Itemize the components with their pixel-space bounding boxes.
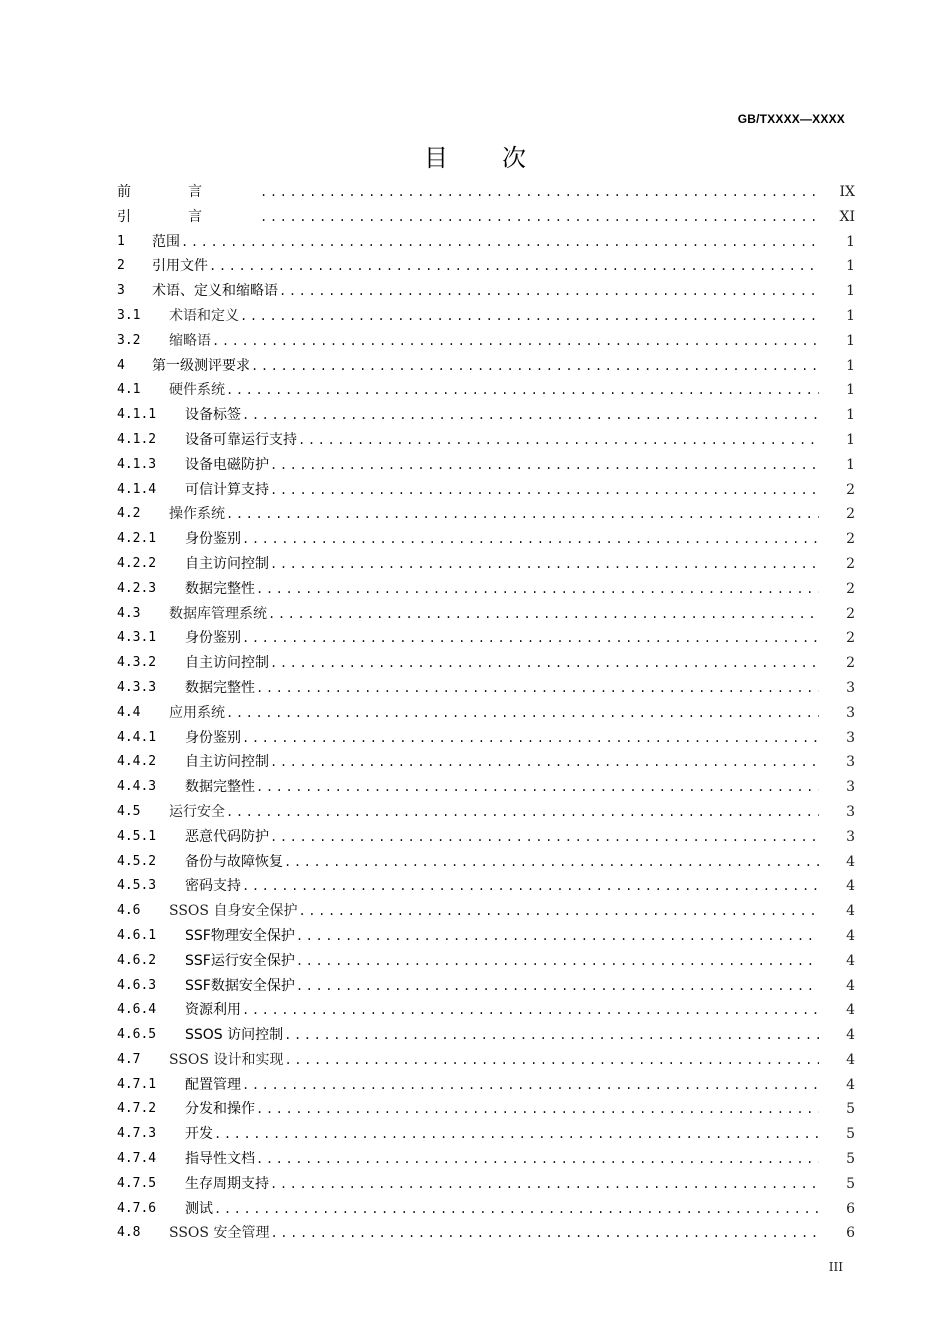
toc-entry-page: 5 <box>846 1175 855 1192</box>
toc-entry-label: SSF数据安全保护 <box>185 977 295 994</box>
toc-entry-label: 前言 <box>117 184 259 200</box>
toc-entry[interactable] <box>117 974 855 999</box>
toc-entry[interactable] <box>117 676 855 701</box>
toc-dot-leader <box>256 577 819 602</box>
toc-entry-page: 3 <box>846 679 855 696</box>
toc-entry-number: 4.6.3 <box>117 977 157 993</box>
toc-dot-leader <box>226 800 819 825</box>
toc-dot-leader <box>260 205 819 230</box>
toc-entry-page: 1 <box>846 332 855 349</box>
toc-dot-leader <box>298 428 819 453</box>
toc-entry-page: 3 <box>846 754 855 771</box>
toc-entry-page: 3 <box>846 779 855 796</box>
toc-dot-leader <box>226 502 819 527</box>
toc-entry-number: 4.7.1 <box>117 1076 157 1092</box>
toc-dot-leader <box>242 626 819 651</box>
toc-dot-leader <box>256 775 819 800</box>
toc-entry-page: 4 <box>846 952 855 969</box>
toc-entry-page: 2 <box>846 655 855 672</box>
toc-entry-number: 3.1 <box>117 307 141 323</box>
toc-entry-number: 4.6 <box>117 903 141 919</box>
toc-entry-page: 1 <box>846 456 855 473</box>
toc-entry-label: 开发 <box>185 1126 213 1143</box>
toc-entry-number: 4.6.4 <box>117 1002 157 1018</box>
toc-entry[interactable] <box>117 602 855 627</box>
toc-entry[interactable] <box>117 750 855 775</box>
toc-entry-page: 2 <box>846 506 855 523</box>
toc-entry-label: 术语、定义和缩略语 <box>152 283 278 300</box>
toc-entry-number: 4.5.2 <box>117 853 157 869</box>
toc-dot-leader <box>270 1221 819 1246</box>
toc-entry-page: 6 <box>846 1225 855 1242</box>
toc-dot-leader <box>298 899 819 924</box>
toc-entry[interactable] <box>117 502 855 527</box>
toc-entry-label: 自主访问控制 <box>185 555 269 572</box>
toc-entry-label: 身份鉴别 <box>185 531 241 548</box>
toc-entry-number: 4.7.4 <box>117 1151 157 1167</box>
toc-entry[interactable] <box>117 1221 855 1246</box>
toc-entry-number: 4.3.1 <box>117 630 157 646</box>
toc-entry-page: 4 <box>846 853 855 870</box>
toc-entry-label: 范围 <box>152 233 180 250</box>
toc-entry-number: 4.5 <box>117 803 141 819</box>
toc-entry-label: 身份鉴别 <box>185 729 241 746</box>
toc-dot-leader <box>256 676 819 701</box>
toc-entry[interactable] <box>117 428 855 453</box>
toc-entry-number: 4.1.2 <box>117 431 157 447</box>
toc-entry-label: 缩略语 <box>169 332 211 349</box>
toc-entry-page: 6 <box>846 1200 855 1217</box>
toc-entry-number: 4.7.6 <box>117 1200 157 1216</box>
toc-entry[interactable] <box>117 1122 855 1147</box>
toc-entry-label: 可信计算支持 <box>185 481 269 498</box>
toc-dot-leader <box>284 1048 819 1073</box>
toc-entry-page: 4 <box>846 878 855 895</box>
toc-entry[interactable] <box>117 180 855 205</box>
toc-entry-label: 生存周期支持 <box>185 1175 269 1192</box>
toc-entry-number: 4.4.1 <box>117 729 157 745</box>
toc-entry[interactable] <box>117 998 855 1023</box>
toc-dot-leader <box>242 527 819 552</box>
toc-entry-page: 4 <box>846 977 855 994</box>
toc-entry-number: 4.1.4 <box>117 481 157 497</box>
toc-entry-label: 设备可靠运行支持 <box>185 431 297 448</box>
toc-entry-number: 4.4.2 <box>117 754 157 770</box>
toc-dot-leader <box>256 1097 819 1122</box>
toc-entry-page: 5 <box>846 1151 855 1168</box>
page-title: 目次 <box>424 144 580 172</box>
toc-entry-label: 设备标签 <box>185 407 241 424</box>
toc-entry-page: 4 <box>846 1002 855 1019</box>
toc-entry-number: 3 <box>117 283 125 299</box>
toc-dot-leader <box>242 403 819 428</box>
toc-dot-leader <box>214 1197 819 1222</box>
toc-entry-page: XI <box>839 208 855 225</box>
toc-dot-leader <box>212 329 819 354</box>
toc-entry[interactable] <box>117 1023 855 1048</box>
toc-entry[interactable] <box>117 850 855 875</box>
toc-entry-label: SSOS 设计和实现 <box>169 1051 284 1068</box>
toc-dot-leader <box>209 254 819 279</box>
toc-entry[interactable] <box>117 378 855 403</box>
toc-entry-label: SSF运行安全保护 <box>185 952 295 969</box>
toc-entry-page: 5 <box>846 1126 855 1143</box>
toc-entry-label: 术语和定义 <box>169 307 239 324</box>
toc-dot-leader <box>256 1147 819 1172</box>
toc-entry-label: 配置管理 <box>185 1076 241 1093</box>
toc-entry[interactable] <box>117 1172 855 1197</box>
toc-entry-page: 4 <box>846 1076 855 1093</box>
toc-entry-label: 分发和操作 <box>185 1101 255 1118</box>
toc-dot-leader <box>270 651 819 676</box>
toc-entry[interactable] <box>117 949 855 974</box>
toc-entry-page: 2 <box>846 481 855 498</box>
toc-entry-number: 4.7 <box>117 1051 141 1067</box>
toc-entry-label: 密码支持 <box>185 878 241 895</box>
toc-entry[interactable] <box>117 478 855 503</box>
toc-entry-number: 4.6.5 <box>117 1027 157 1043</box>
toc-entry-number: 4 <box>117 357 125 373</box>
toc-entry[interactable] <box>117 1147 855 1172</box>
toc-entry-number: 4.7.5 <box>117 1175 157 1191</box>
toc-entry-number: 4.2 <box>117 506 141 522</box>
toc-entry-page: 1 <box>846 407 855 424</box>
toc-dot-leader <box>226 701 819 726</box>
toc-entry-page: 2 <box>846 555 855 572</box>
toc-entry-label: SSOS 安全管理 <box>169 1225 270 1242</box>
toc-entry-number: 4.1.1 <box>117 407 157 423</box>
toc-entry-page: 2 <box>846 580 855 597</box>
toc-entry-number: 4.3.3 <box>117 679 157 695</box>
toc-entry-number: 4.1.3 <box>117 456 157 472</box>
toc-dot-leader <box>226 378 819 403</box>
toc-dot-leader <box>270 552 819 577</box>
toc-dot-leader <box>242 874 819 899</box>
toc-entry[interactable] <box>117 354 855 379</box>
toc-dot-leader <box>284 1023 819 1048</box>
page-number: III <box>828 1260 843 1274</box>
toc-entry[interactable] <box>117 874 855 899</box>
toc-entry[interactable] <box>117 726 855 751</box>
toc-entry[interactable] <box>117 527 855 552</box>
toc-entry-number: 4.2.1 <box>117 531 157 547</box>
toc-entry-page: 3 <box>846 704 855 721</box>
toc-entry-page: 3 <box>846 729 855 746</box>
toc-entry-label: 设备电磁防护 <box>185 456 269 473</box>
toc-dot-leader <box>279 279 819 304</box>
toc-entry-label: 引言 <box>117 208 259 225</box>
toc-entry-page: 4 <box>846 927 855 944</box>
toc-entry-page: 2 <box>846 531 855 548</box>
toc-entry-page: 3 <box>846 803 855 820</box>
toc-entry-page: 1 <box>846 382 855 399</box>
toc-dot-leader <box>242 726 819 751</box>
toc-entry-number: 4.6.1 <box>117 927 157 943</box>
toc-entry-number: 2 <box>117 258 125 274</box>
toc-entry-number: 4.6.2 <box>117 952 157 968</box>
toc-entry[interactable] <box>117 899 855 924</box>
toc-entry[interactable] <box>117 552 855 577</box>
toc-entry[interactable] <box>117 701 855 726</box>
toc-entry-number: 4.1 <box>117 382 141 398</box>
toc-entry-label: SSF物理安全保护 <box>185 927 295 944</box>
toc-dot-leader <box>240 304 819 329</box>
toc-dot-leader <box>242 998 819 1023</box>
toc-entry-page: 1 <box>846 307 855 324</box>
toc-entry-number: 4.2.2 <box>117 555 157 571</box>
toc-dot-leader <box>181 230 819 255</box>
toc-entry-page: 3 <box>846 828 855 845</box>
toc-entry-number: 4.4.3 <box>117 779 157 795</box>
toc-entry[interactable] <box>117 254 855 279</box>
toc-entry[interactable] <box>117 403 855 428</box>
toc-entry-page: 4 <box>846 903 855 920</box>
toc-dot-leader <box>296 949 819 974</box>
toc-entry-label: 操作系统 <box>169 506 225 523</box>
toc-entry-number: 1 <box>117 233 125 249</box>
toc-entry-page: 1 <box>846 431 855 448</box>
toc-entry[interactable] <box>117 800 855 825</box>
toc-entry-number: 4.5.3 <box>117 878 157 894</box>
toc-dot-leader <box>296 974 819 999</box>
toc-entry-number: 4.5.1 <box>117 828 157 844</box>
toc-dot-leader <box>270 453 819 478</box>
toc-dot-leader <box>270 478 819 503</box>
toc-entry-page: 1 <box>846 357 855 374</box>
toc-entry[interactable] <box>117 775 855 800</box>
toc-entry[interactable] <box>117 577 855 602</box>
toc-entry-label: 指导性文档 <box>185 1151 255 1168</box>
table-of-contents <box>117 180 855 1246</box>
toc-entry-label: SSOS 自身安全保护 <box>169 903 298 920</box>
toc-entry[interactable] <box>117 1048 855 1073</box>
toc-entry-number: 4.7.3 <box>117 1126 157 1142</box>
toc-entry-page: 2 <box>846 630 855 647</box>
toc-entry-page: 2 <box>846 605 855 622</box>
toc-entry-label: 恶意代码防护 <box>185 828 269 845</box>
toc-entry-label: SSOS 访问控制 <box>185 1027 284 1044</box>
toc-entry-number: 4.3 <box>117 605 141 621</box>
toc-entry-label: 自主访问控制 <box>185 655 269 672</box>
toc-entry-label: 第一级测评要求 <box>152 357 250 374</box>
toc-dot-leader <box>270 750 819 775</box>
toc-entry[interactable] <box>117 651 855 676</box>
toc-entry-number: 4.8 <box>117 1225 141 1241</box>
toc-entry-page: 4 <box>846 1027 855 1044</box>
toc-entry-label: 资源利用 <box>185 1002 241 1019</box>
toc-dot-leader <box>251 354 819 379</box>
toc-dot-leader <box>270 825 819 850</box>
toc-entry-page: 5 <box>846 1101 855 1118</box>
toc-entry-number: 4.2.3 <box>117 580 157 596</box>
toc-entry[interactable] <box>117 924 855 949</box>
toc-entry-label: 应用系统 <box>169 704 225 721</box>
toc-entry-label: 数据完整性 <box>185 679 255 696</box>
toc-entry-number: 3.2 <box>117 332 141 348</box>
toc-entry-number: 4.3.2 <box>117 655 157 671</box>
toc-entry[interactable] <box>117 205 855 230</box>
toc-entry-label: 数据完整性 <box>185 580 255 597</box>
toc-entry[interactable] <box>117 1073 855 1098</box>
toc-entry[interactable] <box>117 304 855 329</box>
toc-dot-leader <box>296 924 819 949</box>
toc-entry[interactable] <box>117 1197 855 1222</box>
toc-entry-number: 4.4 <box>117 704 141 720</box>
toc-entry[interactable] <box>117 825 855 850</box>
toc-entry-label: 引用文件 <box>152 258 208 275</box>
toc-entry-page: 4 <box>846 1051 855 1068</box>
toc-entry-page: IX <box>839 184 855 200</box>
toc-entry-label: 测试 <box>185 1200 213 1217</box>
toc-dot-leader <box>260 180 819 205</box>
toc-entry[interactable] <box>117 279 855 304</box>
toc-dot-leader <box>270 1172 819 1197</box>
toc-entry[interactable] <box>117 626 855 651</box>
toc-dot-leader <box>268 602 819 627</box>
toc-entry-number: 4.7.2 <box>117 1101 157 1117</box>
toc-entry-page: 1 <box>846 233 855 250</box>
toc-entry-label: 自主访问控制 <box>185 754 269 771</box>
toc-entry-label: 身份鉴别 <box>185 630 241 647</box>
toc-entry-label: 数据完整性 <box>185 779 255 796</box>
toc-entry[interactable] <box>117 453 855 478</box>
toc-entry-label: 硬件系统 <box>169 382 225 399</box>
toc-entry-label: 备份与故障恢复 <box>185 853 283 870</box>
toc-entry-label: 数据库管理系统 <box>169 605 267 622</box>
toc-dot-leader <box>242 1073 819 1098</box>
toc-entry[interactable] <box>117 230 855 255</box>
toc-entry-label: 运行安全 <box>169 803 225 820</box>
toc-entry[interactable] <box>117 329 855 354</box>
document-code: GB/TXXXX—XXXX <box>737 112 845 126</box>
toc-dot-leader <box>214 1122 819 1147</box>
toc-entry-page: 1 <box>846 258 855 275</box>
toc-entry-page: 1 <box>846 283 855 300</box>
toc-dot-leader <box>284 850 819 875</box>
toc-entry[interactable] <box>117 1097 855 1122</box>
